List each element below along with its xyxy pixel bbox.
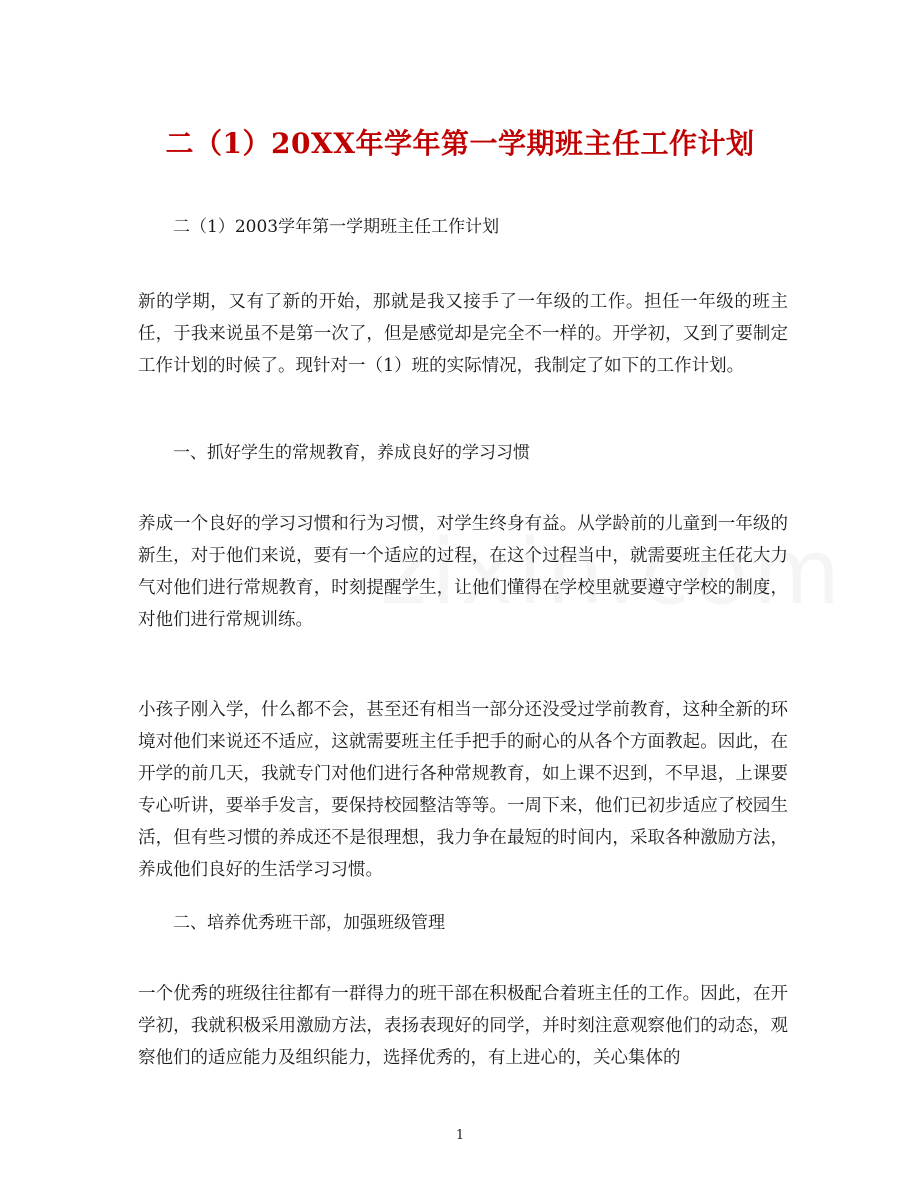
paragraph-habits: 养成一个良好的学习习惯和行为习惯，对学生终身有益。从学龄前的儿童到一年级的新生，对于他们来说，要有一个适应的过程，在这个过程当中，就需要班主任花大力气对他们进行常规教育，时刻提醒学生，让他们懂得在学校里就要遵守学校的制度，对他们进行常规训练。	[138, 514, 788, 630]
document-subtitle: 二（1）2003学年第一学期班主任工作计划	[173, 217, 500, 237]
paragraph-cadres: 一个优秀的班级往往都有一群得力的班干部在积极配合着班主任的工作。因此，在开学初，我就积极采用激励方法，表扬表现好的同学，并时刻注意观察他们的动态，观察他们的适应能力及组织能力，选择优秀的，有上进心的，关心集体的	[138, 984, 788, 1068]
paragraph-intro: 新的学期，又有了新的开始，那就是我又接手了一年级的工作。担任一年级的班主任，于我来说虽不是第一次了，但是感觉却是完全不一样的。开学初，又到了要制定工作计划的时候了。现针对一（1）班的实际情况，我制定了如下的工作计划。	[138, 292, 788, 376]
section-heading-2: 二、培养优秀班干部，加强班级管理	[173, 913, 445, 933]
page-number: 1	[455, 1128, 465, 1143]
paragraph-routine: 小孩子刚入学，什么都不会，甚至还有相当一部分还没受过学前教育，这种全新的环境对他们来说还不适应，这就需要班主任手把手的耐心的从各个方面教起。因此，在开学的前几天，我就专门对他们进行各种常规教育，如上课不迟到，不早退，上课要专心听讲，要举手发言，要保持校园整洁等等。一周下来，他们已初步适应了校园生活，但有些习惯的养成还不是很理想，我力争在最短的时间内，采取各种激励方法，养成他们良好的生活学习习惯。	[138, 700, 788, 880]
section-heading-1: 一、抓好学生的常规教育，养成良好的学习习惯	[173, 443, 530, 463]
document-title: 二（1）20XX年学年第一学期班主任工作计划	[165, 127, 755, 160]
